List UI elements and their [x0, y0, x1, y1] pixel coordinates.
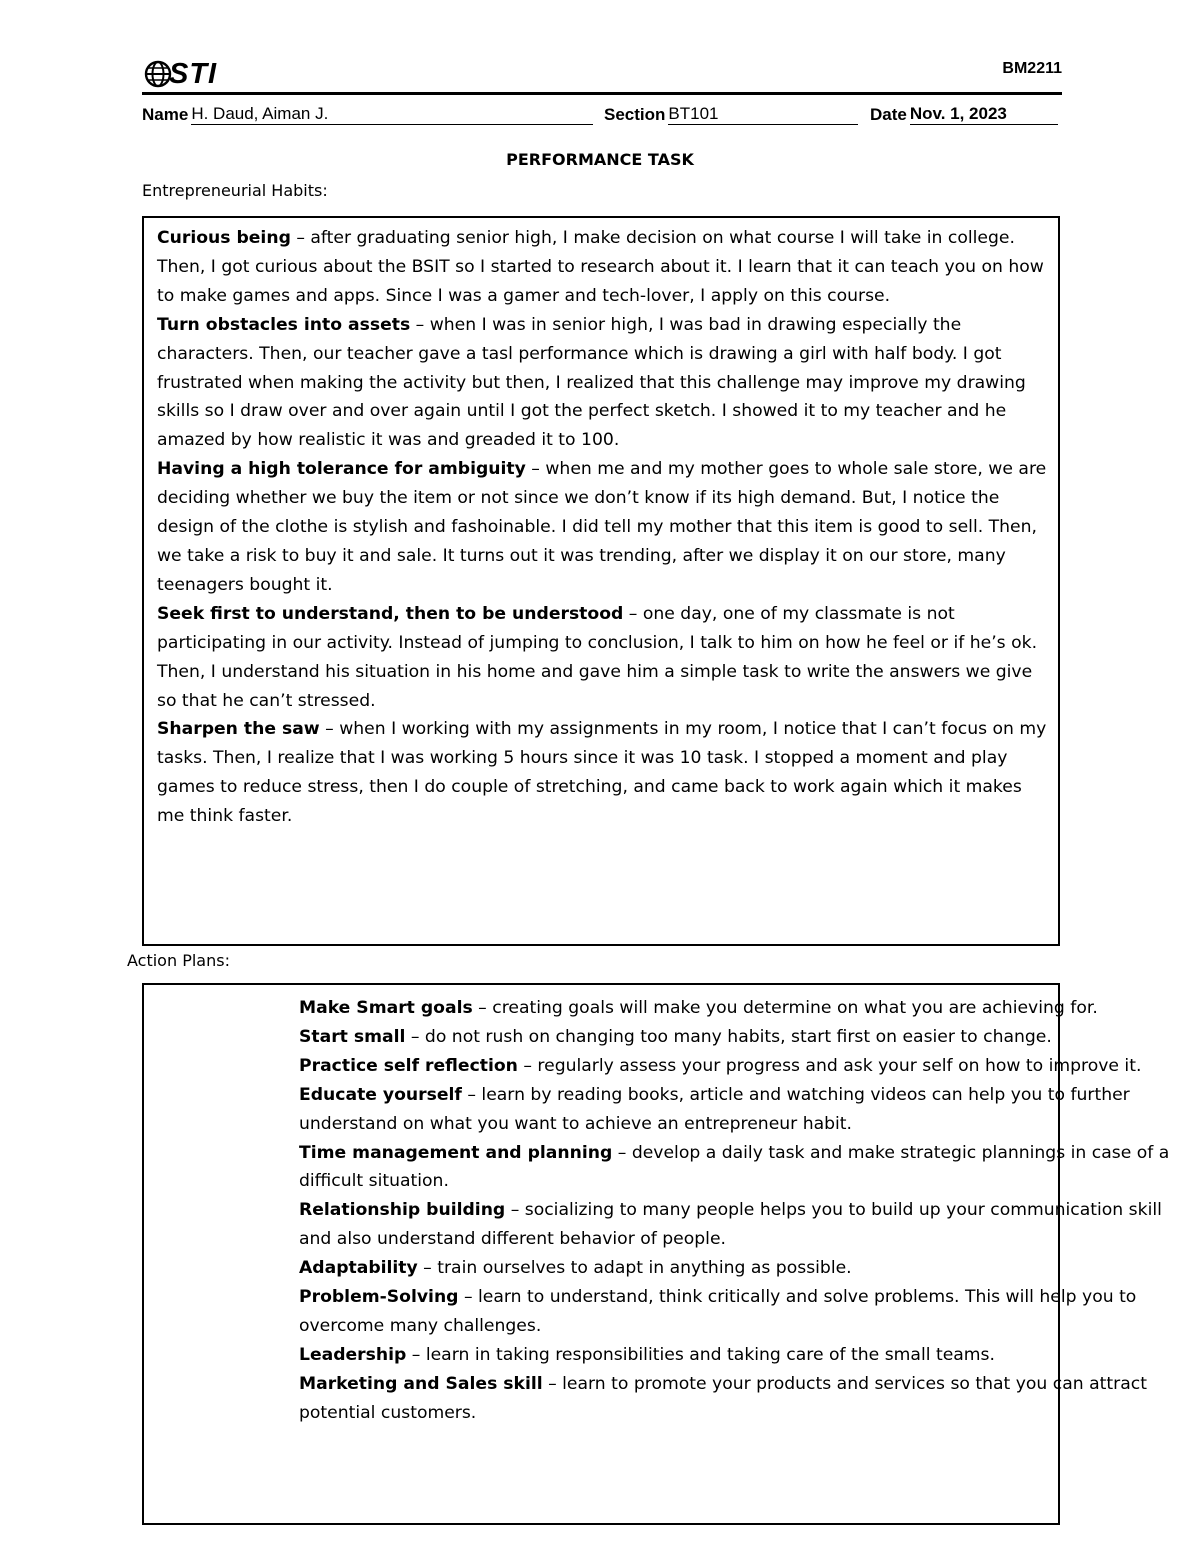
- logo-text: STI: [169, 57, 218, 90]
- habit-text: – one day, one of my classmate is not participating in our activity. Instead of jumping to conclusion, I talk to him on how he feel or if he’s ok. Then, I understand his situation in his home and gave him a simple task to write the answers we give so that he can’t stressed.: [157, 603, 1038, 711]
- plan-text: – develop a daily task and make strategic plannings in case of a difficult situation.: [299, 1142, 1170, 1192]
- plan-term: Educate yourself: [299, 1084, 462, 1105]
- habit-term: Curious being: [157, 228, 291, 248]
- habit-item: [157, 600, 1049, 716]
- habit-text: – when me and my mother goes to whole sale store, we are deciding whether we buy the item or not since we don’t know if its high demand. But, I notice the design of the clothe is stylish and fashoinable. I did tell my mother that this item is good to sell. Then, we take a risk to buy it and sale. It turns out it was trending, after we display it on our store, many teenagers bought it.: [157, 459, 1047, 595]
- plan-term: Adaptability: [299, 1258, 418, 1279]
- habit-item: [157, 311, 1049, 456]
- plan-item: [299, 1139, 1184, 1197]
- habit-item: [157, 715, 1049, 831]
- plans-label: Action Plans:: [127, 951, 230, 970]
- plan-term: Marketing and Sales skill: [299, 1373, 543, 1394]
- name-label: Name: [142, 105, 189, 124]
- sti-logo: [143, 56, 223, 92]
- plan-term: Start small: [299, 1026, 406, 1047]
- habit-term: Seek first to understand, then to be understood: [157, 603, 624, 624]
- student-info-row: [142, 104, 1062, 126]
- habit-item: [157, 455, 1049, 600]
- plan-item: [299, 1052, 1184, 1081]
- plan-text: – regularly assess your progress and ask your self on how to improve it.: [517, 1055, 1142, 1076]
- habits-content: [157, 224, 1049, 831]
- habit-text: – after graduating senior high, I make decision on what course I will take in college. Then, I got curious about the BSIT so I started to research about it. I learn that it can teach you on how to make games and apps. Since I was a gamer and tech-lover, I apply on this course.: [157, 228, 1044, 306]
- habit-text: – when I working with my assignments in my room, I notice that I can’t focus on my tasks. Then, I realize that I was working 5 hours since it was 10 task. I stopped a moment and play games to reduce stress, then I do couple of stretching, and came back to work again which it makes me think faster.: [157, 719, 1047, 827]
- date-field: [870, 104, 1058, 125]
- plans-content: [299, 994, 1184, 1428]
- habit-text: – when I was in senior high, I was bad in drawing especially the characters. Then, our teacher gave a tasl performance which is drawing a girl with half body. I got frustrated when making the activity but then, I realized that this challenge may improve my drawing skills so I draw over and over again until I got the perfect sketch. I showed it to my teacher and he amazed by how realistic it was and greaded it to 100.: [157, 314, 1026, 451]
- section-value: BT101: [668, 104, 858, 125]
- name-field: [142, 104, 593, 125]
- habit-term: Turn obstacles into assets: [157, 314, 411, 335]
- name-value: H. Daud, Aiman J.: [191, 104, 593, 125]
- plan-item: [299, 994, 1184, 1023]
- plan-text: – socializing to many people helps you to build up your communication skill and also understand different behavior of people.: [299, 1200, 1162, 1250]
- plan-item: [299, 1370, 1184, 1428]
- plan-text: – do not rush on changing too many habits, start first on easier to change.: [405, 1026, 1052, 1047]
- plan-term: Relationship building: [299, 1200, 506, 1221]
- header-rule: [142, 92, 1062, 95]
- plan-text: – learn to understand, think critically and solve problems. This will help you to overcome many challenges.: [299, 1287, 1137, 1336]
- plan-text: – train ourselves to adapt in anything as possible.: [417, 1258, 852, 1279]
- section-field: [604, 104, 858, 125]
- plan-item: [299, 1081, 1184, 1139]
- habits-label: Entrepreneurial Habits:: [142, 181, 328, 200]
- plan-term: Time management and planning: [299, 1142, 613, 1163]
- plan-term: Make Smart goals: [299, 998, 473, 1018]
- plan-text: – learn to promote your products and services so that you can attract potential customers.: [299, 1373, 1147, 1423]
- plan-term: Problem-Solving: [299, 1287, 459, 1308]
- page-title: PERFORMANCE TASK: [506, 150, 694, 169]
- plan-text: – learn by reading books, article and watching videos can help you to further understand on what you want to achieve an entrepreneur habit.: [299, 1084, 1130, 1134]
- plan-item: [299, 1254, 1184, 1283]
- plan-text: – learn in taking responsibilities and taking care of the small teams.: [406, 1344, 995, 1365]
- plan-text: – creating goals will make you determine on what you are achieving for.: [472, 998, 1098, 1018]
- habit-term: Sharpen the saw: [157, 719, 320, 740]
- habit-term: Having a high tolerance for ambiguity: [157, 459, 526, 480]
- date-value: Nov. 1, 2023: [910, 104, 1058, 125]
- plan-term: Leadership: [299, 1344, 407, 1365]
- date-label: Date: [870, 105, 907, 124]
- plan-item: [299, 1196, 1184, 1254]
- plan-item: [299, 1341, 1184, 1370]
- section-label: Section: [604, 105, 666, 124]
- habit-item: [157, 224, 1049, 311]
- plan-item: [299, 1023, 1184, 1052]
- document-code: BM2211: [1002, 60, 1062, 77]
- plan-item: [299, 1283, 1184, 1341]
- plan-term: Practice self reflection: [299, 1055, 518, 1076]
